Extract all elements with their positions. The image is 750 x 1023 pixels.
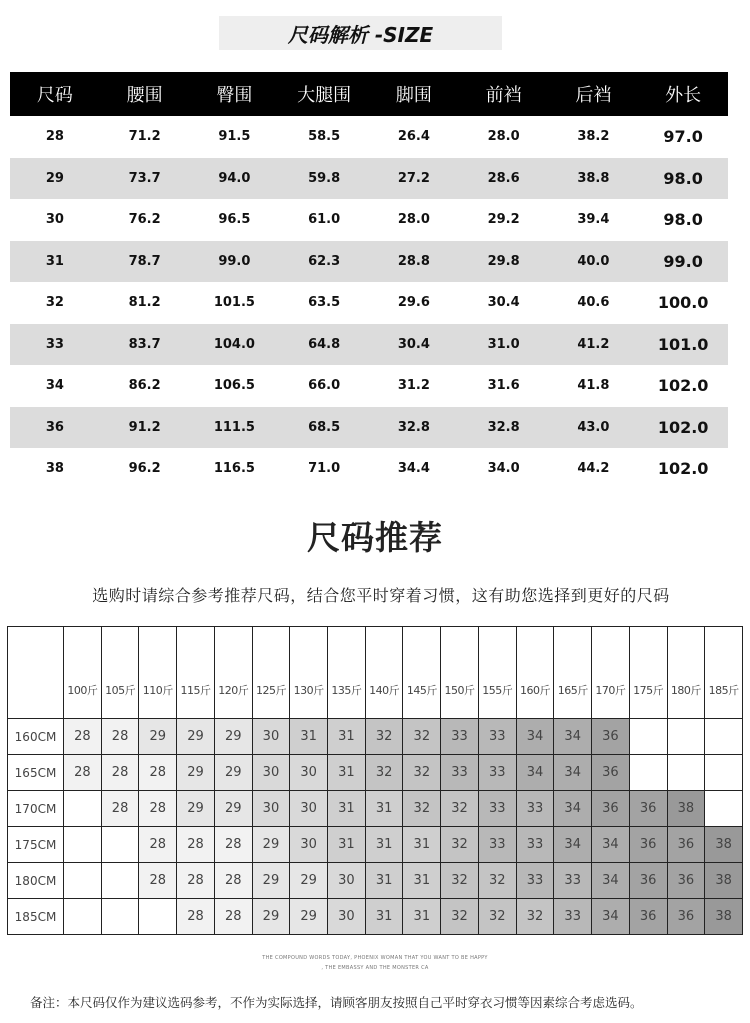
- recommend-size-cell: 28: [177, 899, 215, 935]
- recommend-size-cell: 28: [101, 791, 139, 827]
- recommend-size-cell: 33: [478, 719, 516, 755]
- weight-header-cell: 135斤: [328, 627, 366, 719]
- recommend-size-cell: 29: [214, 719, 252, 755]
- recommend-size-cell: 38: [705, 899, 743, 935]
- recommend-size-cell: 29: [214, 791, 252, 827]
- recommend-size-cell: 34: [554, 755, 592, 791]
- footer-slogan-line1: THE COMPOUND WORDS TODAY, PHOENIX WOMAN THAT YOU WANT TO BE HAPPY: [262, 955, 488, 961]
- weight-header-cell: 145斤: [403, 627, 441, 719]
- size-cell: 64.8: [279, 324, 369, 366]
- size-cell: 116.5: [213, 461, 255, 477]
- recommend-size-cell: 30: [252, 719, 290, 755]
- recommend-size-cell: [139, 899, 177, 935]
- recommend-size-cell: 32: [441, 791, 479, 827]
- size-cell: 40.6: [577, 295, 610, 311]
- size-cell: 96.2: [128, 461, 161, 477]
- recommend-row: [8, 899, 743, 935]
- size-cell: 32: [45, 295, 64, 311]
- weight-header-cell: 170斤: [592, 627, 630, 719]
- recommend-size-cell: 29: [290, 863, 328, 899]
- weight-header-cell: 175斤: [629, 627, 667, 719]
- size-cell: 101.5: [213, 295, 255, 311]
- size-cell: 81.2: [128, 295, 161, 311]
- recommend-size-cell: 33: [554, 899, 592, 935]
- recommend-row: [8, 827, 743, 863]
- size-cell: 99.0: [638, 241, 728, 283]
- recommend-size-cell: 29: [177, 719, 215, 755]
- recommend-size-cell: 29: [252, 899, 290, 935]
- size-cell: 29: [10, 158, 100, 200]
- recommend-size-cell: 32: [478, 863, 516, 899]
- recommend-title: 尺码推荐: [307, 518, 443, 557]
- size-cell: 83.7: [100, 324, 190, 366]
- recommend-size-cell: 36: [667, 827, 705, 863]
- recommend-size-cell: 32: [365, 755, 403, 791]
- recommend-size-cell: 28: [214, 863, 252, 899]
- size-row: [10, 407, 728, 449]
- height-label-cell: 170CM: [8, 791, 64, 827]
- recommend-size-cell: 32: [478, 899, 516, 935]
- size-cell: 73.7: [100, 158, 190, 200]
- size-cell: 34: [45, 378, 64, 394]
- size-cell: 100.0: [657, 293, 709, 313]
- size-cell: 106.5: [213, 378, 255, 394]
- size-row: [10, 199, 728, 241]
- weight-header-cell: 125斤: [252, 627, 290, 719]
- recommend-size-cell: 33: [478, 827, 516, 863]
- size-header-cell: 臀围: [190, 72, 280, 116]
- size-cell: 101.0: [638, 324, 728, 366]
- recommend-size-cell: 28: [177, 863, 215, 899]
- recommend-size-cell: 36: [629, 863, 667, 899]
- size-cell: 102.0: [638, 407, 728, 449]
- size-cell: 62.3: [279, 241, 369, 283]
- weight-header-cell: 165斤: [554, 627, 592, 719]
- recommend-size-cell: 32: [365, 719, 403, 755]
- size-cell: 43.0: [549, 407, 639, 449]
- recommend-size-cell: [64, 791, 102, 827]
- size-cell: 99.0: [190, 241, 280, 283]
- recommend-size-cell: 31: [403, 863, 441, 899]
- size-cell: 96.5: [218, 212, 251, 228]
- recommend-size-cell: [101, 827, 139, 863]
- size-cell: 38: [45, 461, 64, 477]
- recommend-size-cell: 34: [554, 791, 592, 827]
- recommend-size-cell: 32: [516, 899, 554, 935]
- size-cell: 41.8: [577, 378, 610, 394]
- weight-header-cell: 120斤: [214, 627, 252, 719]
- size-row: [10, 158, 728, 200]
- size-cell: 38.2: [577, 129, 610, 145]
- size-cell: 91.5: [218, 129, 251, 145]
- size-cell: 36: [10, 407, 100, 449]
- size-cell: 28.8: [369, 241, 459, 283]
- weight-header-cell: 105斤: [101, 627, 139, 719]
- size-cell: 102.0: [657, 376, 709, 396]
- size-cell: 68.5: [279, 407, 369, 449]
- size-cell: 32.8: [369, 407, 459, 449]
- recommend-size-cell: 32: [441, 899, 479, 935]
- size-cell: 29.2: [487, 212, 520, 228]
- size-cell: 63.5: [308, 295, 341, 311]
- recommend-size-cell: [64, 827, 102, 863]
- recommend-size-cell: 28: [139, 827, 177, 863]
- recommend-size-cell: 32: [403, 791, 441, 827]
- size-cell: 29.6: [397, 295, 430, 311]
- size-cell: 40.0: [549, 241, 639, 283]
- recommend-size-cell: 36: [667, 863, 705, 899]
- size-header-cell: 尺码: [10, 72, 100, 116]
- recommend-size-cell: 29: [177, 791, 215, 827]
- recommend-size-cell: 29: [139, 719, 177, 755]
- weight-header-cell: 150斤: [441, 627, 479, 719]
- size-table: [10, 72, 728, 490]
- size-cell: 58.5: [308, 129, 341, 145]
- recommend-size-cell: [629, 719, 667, 755]
- size-cell: 31.0: [459, 324, 549, 366]
- height-label-cell: 160CM: [8, 719, 64, 755]
- recommend-row: [8, 863, 743, 899]
- recommend-size-cell: 29: [252, 827, 290, 863]
- size-header-cell: 大腿围: [279, 72, 369, 116]
- size-header-cell: 后裆: [549, 72, 639, 116]
- recommend-size-cell: 28: [139, 791, 177, 827]
- size-cell: 59.8: [279, 158, 369, 200]
- size-cell: 32.8: [459, 407, 549, 449]
- weight-header-cell: 100斤: [64, 627, 102, 719]
- size-row: [10, 116, 728, 158]
- recommend-size-cell: 31: [365, 791, 403, 827]
- size-cell: 30: [45, 212, 64, 228]
- recommend-size-cell: 33: [478, 755, 516, 791]
- recommend-size-cell: [629, 755, 667, 791]
- recommend-size-cell: 33: [441, 719, 479, 755]
- weight-header-cell: 155斤: [478, 627, 516, 719]
- size-row: [10, 324, 728, 366]
- size-header-cell: 前裆: [459, 72, 549, 116]
- recommend-size-cell: 31: [328, 755, 366, 791]
- corner-cell: [8, 627, 64, 719]
- footer-slogan-line2: , THE EMBASSY AND THE MONSTER CA: [321, 965, 429, 971]
- recommend-row: [8, 791, 743, 827]
- recommend-size-cell: 34: [554, 719, 592, 755]
- recommend-row: [8, 719, 743, 755]
- recommend-size-cell: 36: [629, 827, 667, 863]
- height-label-cell: 185CM: [8, 899, 64, 935]
- recommend-size-cell: 31: [403, 827, 441, 863]
- size-cell: 41.2: [549, 324, 639, 366]
- recommend-weight-row: [8, 627, 743, 719]
- recommend-size-cell: 28: [214, 827, 252, 863]
- recommend-size-cell: [101, 899, 139, 935]
- recommend-row: [8, 755, 743, 791]
- recommend-size-cell: 30: [290, 791, 328, 827]
- recommend-size-cell: 31: [328, 827, 366, 863]
- size-row: [10, 282, 728, 324]
- size-cell: 28.0: [397, 212, 430, 228]
- recommend-size-cell: 30: [328, 863, 366, 899]
- recommend-size-cell: [705, 719, 743, 755]
- recommend-size-cell: 38: [705, 827, 743, 863]
- size-cell: 78.7: [100, 241, 190, 283]
- footnote: 备注：本尺码仅作为建议选码参考，不作为实际选择，请顾客朋友按照自己平时穿衣习惯等因素综合考虑选码。: [30, 995, 643, 1010]
- recommend-size-cell: [705, 791, 743, 827]
- recommend-size-cell: 33: [516, 827, 554, 863]
- recommend-size-cell: 36: [629, 899, 667, 935]
- recommend-size-cell: 38: [705, 863, 743, 899]
- recommend-size-cell: 31: [328, 791, 366, 827]
- recommend-size-cell: 29: [214, 755, 252, 791]
- recommend-size-cell: [101, 863, 139, 899]
- recommend-size-cell: 36: [592, 719, 630, 755]
- recommend-size-cell: 33: [516, 863, 554, 899]
- size-row: [10, 241, 728, 283]
- weight-header-cell: 130斤: [290, 627, 328, 719]
- size-cell: 86.2: [128, 378, 161, 394]
- recommend-table: [7, 626, 743, 935]
- size-cell: 71.0: [308, 461, 341, 477]
- size-header-cell: 外长: [638, 72, 728, 116]
- recommend-size-cell: 28: [139, 755, 177, 791]
- recommend-size-cell: 29: [290, 899, 328, 935]
- recommend-size-cell: 31: [328, 719, 366, 755]
- weight-header-cell: 115斤: [177, 627, 215, 719]
- height-label-cell: 180CM: [8, 863, 64, 899]
- size-cell: 39.4: [577, 212, 610, 228]
- recommend-size-cell: 36: [629, 791, 667, 827]
- recommend-size-cell: 33: [516, 791, 554, 827]
- recommend-size-cell: 34: [592, 899, 630, 935]
- recommend-size-cell: 30: [252, 791, 290, 827]
- recommend-size-cell: 34: [592, 827, 630, 863]
- recommend-size-cell: 31: [403, 899, 441, 935]
- recommend-size-cell: 31: [365, 827, 403, 863]
- recommend-size-cell: 33: [441, 755, 479, 791]
- size-header-cell: 腰围: [100, 72, 190, 116]
- recommend-size-cell: 29: [252, 863, 290, 899]
- weight-header-cell: 180斤: [667, 627, 705, 719]
- recommend-size-cell: 29: [177, 755, 215, 791]
- recommend-size-cell: 31: [290, 719, 328, 755]
- size-cell: 28: [45, 129, 64, 145]
- recommend-size-cell: 31: [365, 899, 403, 935]
- size-cell: 102.0: [657, 459, 709, 479]
- recommend-size-cell: 34: [516, 755, 554, 791]
- size-cell: 27.2: [369, 158, 459, 200]
- size-cell: 98.0: [663, 210, 703, 230]
- size-header-cell: 脚围: [369, 72, 459, 116]
- recommend-size-cell: 34: [516, 719, 554, 755]
- recommend-size-cell: 30: [328, 899, 366, 935]
- size-cell: 26.4: [397, 129, 430, 145]
- size-cell: 91.2: [100, 407, 190, 449]
- recommend-size-cell: [667, 719, 705, 755]
- recommend-size-cell: 30: [252, 755, 290, 791]
- size-cell: 31: [10, 241, 100, 283]
- size-cell: 31.2: [397, 378, 430, 394]
- recommend-size-cell: 38: [667, 791, 705, 827]
- recommend-size-cell: 32: [441, 863, 479, 899]
- size-cell: 66.0: [308, 378, 341, 394]
- recommend-size-cell: [64, 863, 102, 899]
- recommend-size-cell: 28: [177, 827, 215, 863]
- recommend-subtitle: 选购时请综合参考推荐尺码，结合您平时穿着习惯，这有助您选择到更好的尺码: [92, 586, 670, 605]
- size-cell: 98.0: [638, 158, 728, 200]
- size-cell: 29.8: [459, 241, 549, 283]
- recommend-size-cell: 36: [667, 899, 705, 935]
- recommend-size-cell: 33: [478, 791, 516, 827]
- weight-header-cell: 110斤: [139, 627, 177, 719]
- weight-header-cell: 160斤: [516, 627, 554, 719]
- size-cell: 61.0: [308, 212, 341, 228]
- recommend-size-cell: [64, 899, 102, 935]
- size-cell: 34.0: [487, 461, 520, 477]
- recommend-size-cell: 28: [101, 755, 139, 791]
- size-cell: 28.6: [459, 158, 549, 200]
- weight-header-cell: 185斤: [705, 627, 743, 719]
- recommend-size-cell: 28: [101, 719, 139, 755]
- recommend-size-cell: 28: [214, 899, 252, 935]
- recommend-size-cell: 32: [403, 755, 441, 791]
- size-cell: 31.6: [487, 378, 520, 394]
- height-label-cell: 165CM: [8, 755, 64, 791]
- size-cell: 71.2: [128, 129, 161, 145]
- recommend-size-cell: [667, 755, 705, 791]
- recommend-size-cell: 33: [554, 863, 592, 899]
- size-cell: 38.8: [549, 158, 639, 200]
- size-row: [10, 365, 728, 407]
- size-cell: 33: [10, 324, 100, 366]
- recommend-size-cell: 32: [403, 719, 441, 755]
- size-cell: 28.0: [487, 129, 520, 145]
- size-cell: 111.5: [190, 407, 280, 449]
- recommend-size-cell: [705, 755, 743, 791]
- recommend-size-cell: 34: [554, 827, 592, 863]
- size-cell: 94.0: [190, 158, 280, 200]
- recommend-size-cell: 34: [592, 863, 630, 899]
- size-cell: 34.4: [397, 461, 430, 477]
- recommend-size-cell: 36: [592, 755, 630, 791]
- size-cell: 30.4: [487, 295, 520, 311]
- recommend-size-cell: 30: [290, 755, 328, 791]
- size-cell: 97.0: [663, 127, 703, 147]
- recommend-size-cell: 31: [365, 863, 403, 899]
- recommend-size-cell: 32: [441, 827, 479, 863]
- recommend-size-cell: 28: [64, 719, 102, 755]
- size-cell: 30.4: [369, 324, 459, 366]
- height-label-cell: 175CM: [8, 827, 64, 863]
- size-cell: 104.0: [190, 324, 280, 366]
- page-title: 尺码解析 -SIZE: [219, 16, 502, 50]
- recommend-size-cell: 28: [139, 863, 177, 899]
- recommend-size-cell: 36: [592, 791, 630, 827]
- size-table-header: [10, 72, 728, 116]
- size-cell: 76.2: [128, 212, 161, 228]
- weight-header-cell: 140斤: [365, 627, 403, 719]
- recommend-size-cell: 30: [290, 827, 328, 863]
- size-row: [10, 448, 728, 490]
- recommend-size-cell: 28: [64, 755, 102, 791]
- size-cell: 44.2: [577, 461, 610, 477]
